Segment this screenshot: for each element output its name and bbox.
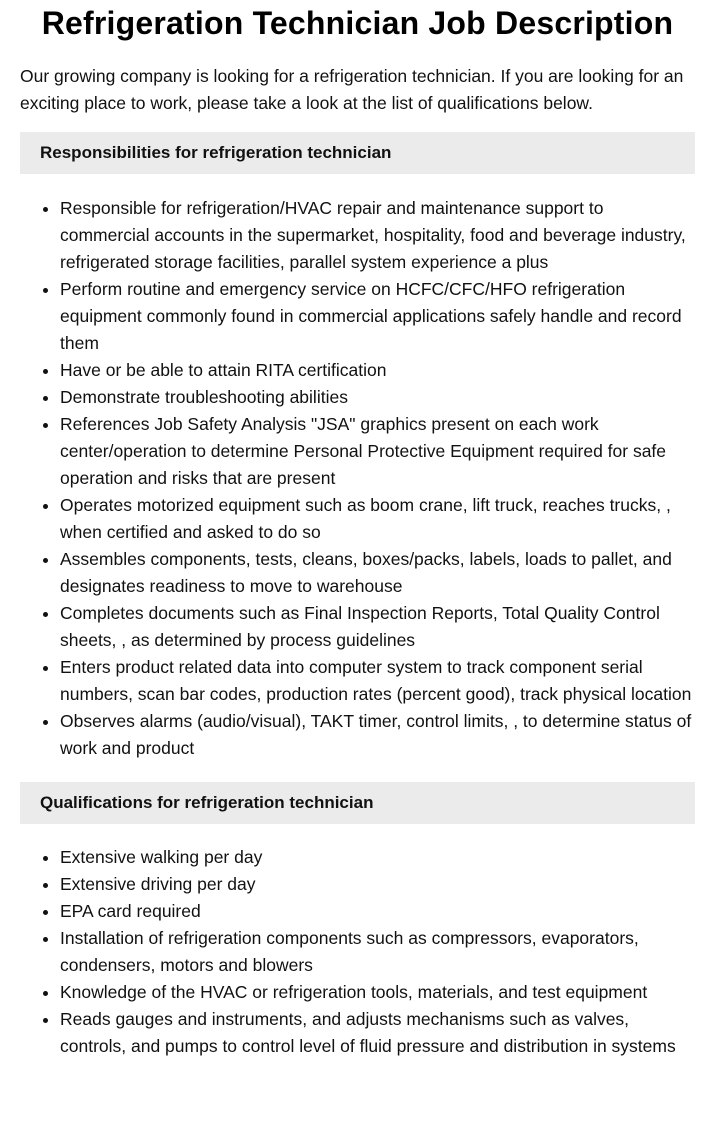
- list-item: • Knowledge of the HVAC or refrigeration tools, materials, and test equipment: [60, 979, 695, 1006]
- list-item: • EPA card required: [60, 898, 695, 925]
- list-item: • Extensive driving per day: [60, 871, 695, 898]
- intro-paragraph: Our growing company is looking for a refrigeration technician. If you are looking for an exciting place to work, please take a look at the list of qualifications below.: [20, 66, 684, 113]
- responsibilities-list: [20, 195, 695, 762]
- list-item: • Extensive walking per day: [60, 844, 695, 871]
- list-item: • References Job Safety Analysis "JSA" graphics present on each work center/operation to determine Personal Protective Equipment required for safe operation and risks that are present: [60, 411, 695, 492]
- list-item: • Reads gauges and instruments, and adjusts mechanisms such as valves, controls, and pumps to control level of fluid pressure and distribution in systems: [60, 1006, 695, 1060]
- list-item: • Demonstrate troubleshooting abilities: [60, 384, 695, 411]
- list-item: • Have or be able to attain RITA certification: [60, 357, 695, 384]
- list-item: • Completes documents such as Final Inspection Reports, Total Quality Control sheets, , as determined by process guidelines: [60, 600, 695, 654]
- qualifications-header: Qualifications for refrigeration technician: [20, 782, 695, 824]
- list-item: • Installation of refrigeration components such as compressors, evaporators, condensers, motors and blowers: [60, 925, 695, 979]
- list-item: • Enters product related data into computer system to track component serial numbers, scan bar codes, production rates (percent good), track physical location: [60, 654, 695, 708]
- responsibilities-header: Responsibilities for refrigeration technician: [20, 132, 695, 174]
- qualifications-list: [20, 844, 695, 1060]
- responsibilities-section: [20, 132, 695, 762]
- list-item: • Responsible for refrigeration/HVAC repair and maintenance support to commercial accounts in the supermarket, hospitality, food and beverage industry, refrigerated storage facilities, parallel system experience a plus: [60, 195, 695, 276]
- list-item: • Assembles components, tests, cleans, boxes/packs, labels, loads to pallet, and designates readiness to move to warehouse: [60, 546, 695, 600]
- list-item: • Observes alarms (audio/visual), TAKT timer, control limits, , to determine status of work and product: [60, 708, 695, 762]
- page-title: Refrigeration Technician Job Description: [41, 5, 674, 41]
- qualifications-section: [20, 782, 695, 1060]
- list-item: • Perform routine and emergency service on HCFC/CFC/HFO refrigeration equipment commonly found in commercial applications safely handle and record them: [60, 276, 695, 357]
- list-item: • Operates motorized equipment such as boom crane, lift truck, reaches trucks, , when certified and asked to do so: [60, 492, 695, 546]
